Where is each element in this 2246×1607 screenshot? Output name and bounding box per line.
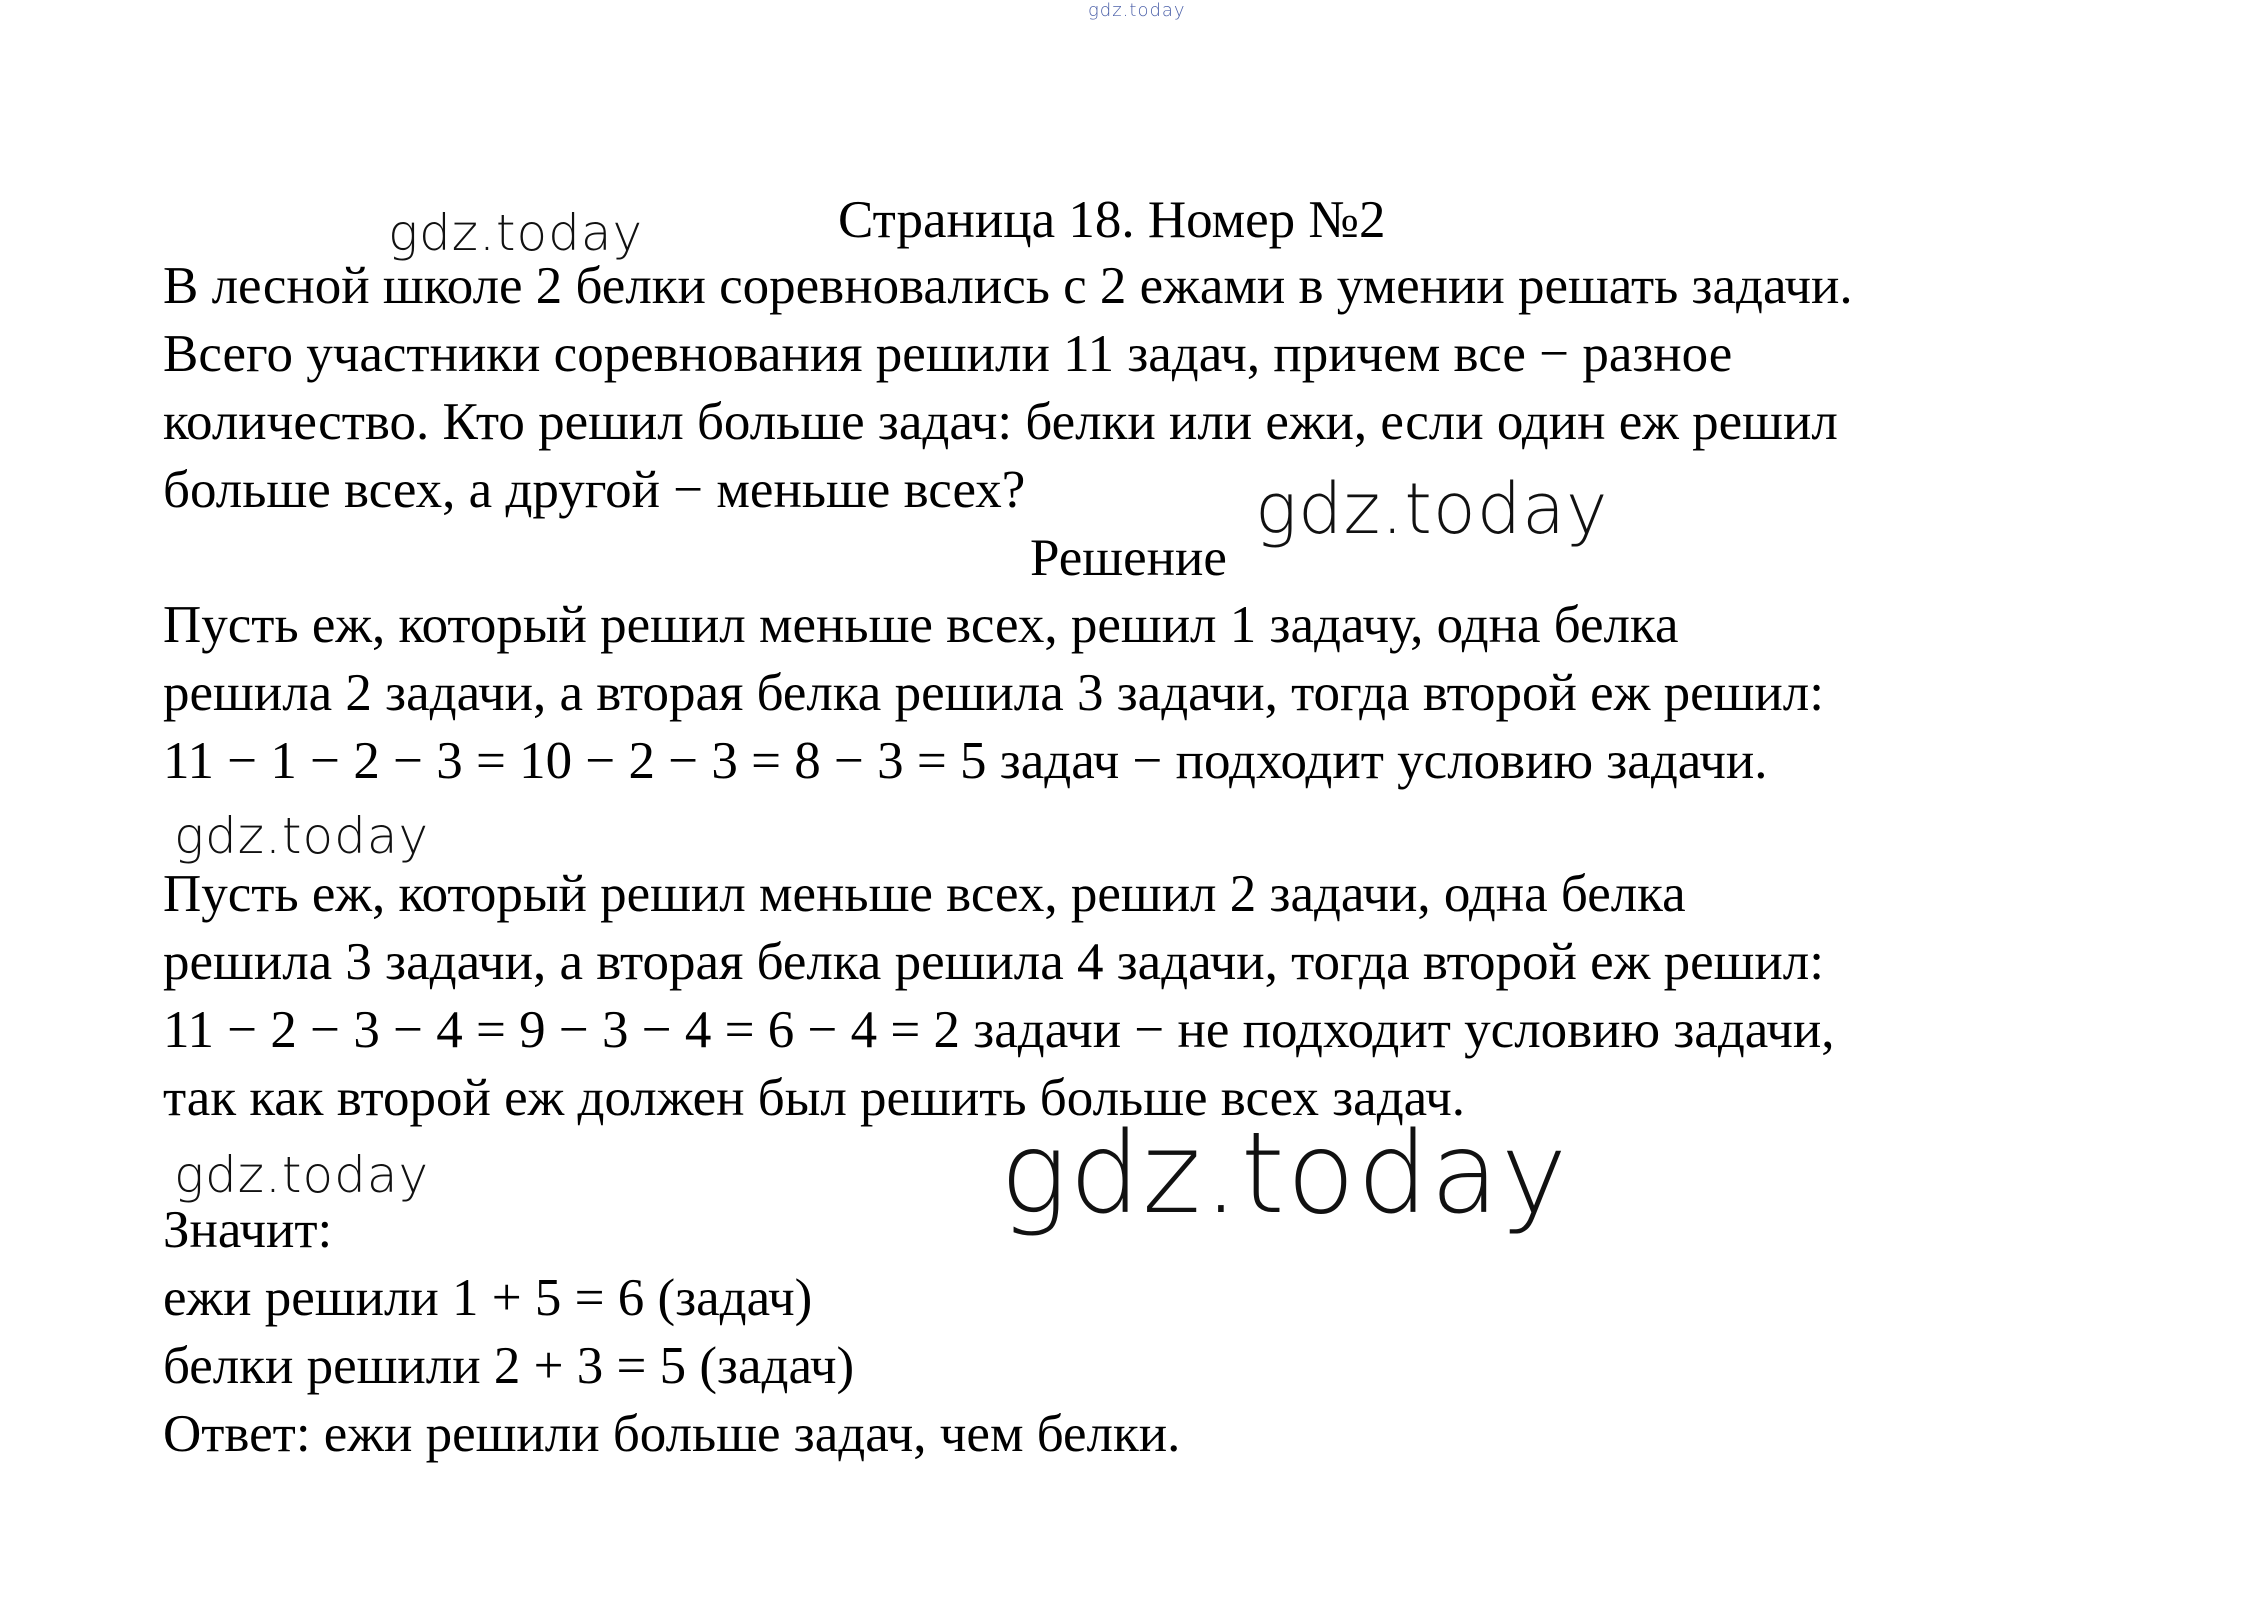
solution-line: 11 − 1 − 2 − 3 = 10 − 2 − 3 = 8 − 3 = 5 задач − подходит условию задачи. <box>163 732 1768 790</box>
watermark-top: gdz.today <box>1088 0 1186 21</box>
solution-case-2 <box>163 860 1834 1132</box>
watermark: gdz.today <box>174 1146 430 1204</box>
solution-line: решила 2 задачи, а вторая белка решила 3 задачи, тогда второй еж решил: <box>163 664 1824 722</box>
problem-statement <box>163 252 1853 524</box>
conclusion-line: ежи решили 1 + 5 = 6 (задач) <box>163 1269 813 1327</box>
answer-line: Ответ: ежи решили больше задач, чем белки. <box>163 1405 1181 1463</box>
conclusion-line: Значит: <box>163 1201 333 1259</box>
watermark: gdz.today <box>174 807 430 865</box>
watermark: gdz.today <box>1255 468 1609 550</box>
problem-line: В лесной школе 2 белки соревновались с 2 ежами в умении решать задачи. <box>163 257 1853 315</box>
watermark: gdz.today <box>388 204 644 262</box>
solution-heading: Решение <box>1030 529 1227 587</box>
solution-line: Пусть еж, который решил меньше всех, решил 1 задачу, одна белка <box>163 596 1679 654</box>
solution-line: Пусть еж, который решил меньше всех, решил 2 задачи, одна белка <box>163 865 1686 923</box>
solution-line: так как второй еж должен был решить больше всех задач. <box>163 1069 1465 1127</box>
problem-line: больше всех, а другой − меньше всех? <box>163 461 1026 519</box>
solution-line: 11 − 2 − 3 − 4 = 9 − 3 − 4 = 6 − 4 = 2 задачи − не подходит условию задачи, <box>163 1001 1835 1059</box>
solution-line: решила 3 задачи, а вторая белка решила 4 задачи, тогда второй еж решил: <box>163 933 1824 991</box>
page-title: Страница 18. Номер №2 <box>838 191 1386 249</box>
solution-case-1 <box>163 591 1824 795</box>
conclusion <box>163 1196 1180 1468</box>
problem-line: Всего участники соревнования решили 11 задач, причем все − разное <box>163 325 1733 383</box>
problem-line: количество. Кто решил больше задач: белки или ежи, если один еж решил <box>163 393 1838 451</box>
conclusion-line: белки решили 2 + 3 = 5 (задач) <box>163 1337 855 1395</box>
watermark-large: gdz.today <box>1000 1109 1570 1239</box>
